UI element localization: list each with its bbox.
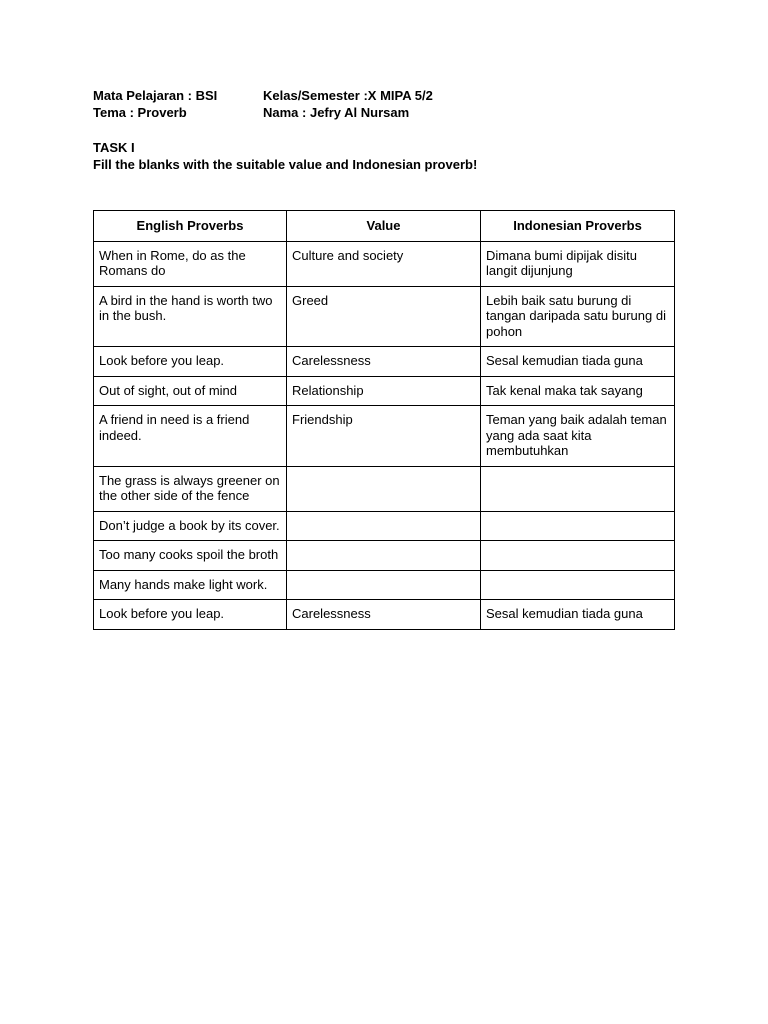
class-semester-label: Kelas/Semester :X MIPA 5/2	[263, 88, 433, 103]
task-title: TASK I	[93, 140, 135, 155]
table-row	[94, 286, 675, 347]
indonesian-proverb-cell	[481, 511, 675, 541]
value-cell	[287, 511, 481, 541]
value-cell: Carelessness	[287, 600, 481, 630]
indonesian-proverb-cell	[481, 466, 675, 511]
english-proverb-cell: The grass is always greener on the other side of the fence	[94, 466, 287, 511]
english-proverb-cell: A friend in need is a friend indeed.	[94, 406, 287, 467]
table-row	[94, 406, 675, 467]
value-cell: Greed	[287, 286, 481, 347]
indonesian-proverb-cell: Sesal kemudian tiada guna	[481, 600, 675, 630]
indonesian-proverb-cell	[481, 570, 675, 600]
table-header-row	[94, 211, 675, 242]
english-proverb-cell: A bird in the hand is worth two in the bush.	[94, 286, 287, 347]
english-proverb-cell: Look before you leap.	[94, 600, 287, 630]
value-cell	[287, 570, 481, 600]
table-row	[94, 347, 675, 377]
value-cell: Carelessness	[287, 347, 481, 377]
student-name-label: Nama : Jefry Al Nursam	[263, 105, 410, 120]
english-proverb-cell: When in Rome, do as the Romans do	[94, 241, 287, 286]
indonesian-proverb-cell: Lebih baik satu burung di tangan daripada satu burung di pohon	[481, 286, 675, 347]
english-proverb-cell: Don’t judge a book by its cover.	[94, 511, 287, 541]
indonesian-proverb-cell: Dimana bumi dipijak disitu langit dijunjung	[481, 241, 675, 286]
indonesian-proverb-cell	[481, 541, 675, 571]
value-cell: Friendship	[287, 406, 481, 467]
column-header-indonesian: Indonesian Proverbs	[481, 211, 675, 242]
column-header-value: Value	[287, 211, 481, 242]
table-row	[94, 570, 675, 600]
value-cell	[287, 466, 481, 511]
task-instruction: Fill the blanks with the suitable value and Indonesian proverb!	[93, 157, 478, 172]
table-row	[94, 511, 675, 541]
value-cell: Culture and society	[287, 241, 481, 286]
table-row	[94, 376, 675, 406]
indonesian-proverb-cell: Teman yang baik adalah teman yang ada saat kita membutuhkan	[481, 406, 675, 467]
indonesian-proverb-cell: Tak kenal maka tak sayang	[481, 376, 675, 406]
table-row	[94, 600, 675, 630]
table-row	[94, 541, 675, 571]
table-row	[94, 241, 675, 286]
indonesian-proverb-cell: Sesal kemudian tiada guna	[481, 347, 675, 377]
english-proverb-cell: Look before you leap.	[94, 347, 287, 377]
value-cell	[287, 541, 481, 571]
english-proverb-cell: Too many cooks spoil the broth	[94, 541, 287, 571]
column-header-english: English Proverbs	[94, 211, 287, 242]
proverbs-table	[93, 210, 675, 630]
subject-label: Mata Pelajaran : BSI	[93, 88, 218, 103]
value-cell: Relationship	[287, 376, 481, 406]
english-proverb-cell: Many hands make light work.	[94, 570, 287, 600]
table-row	[94, 466, 675, 511]
english-proverb-cell: Out of sight, out of mind	[94, 376, 287, 406]
theme-label: Tema : Proverb	[93, 105, 187, 120]
